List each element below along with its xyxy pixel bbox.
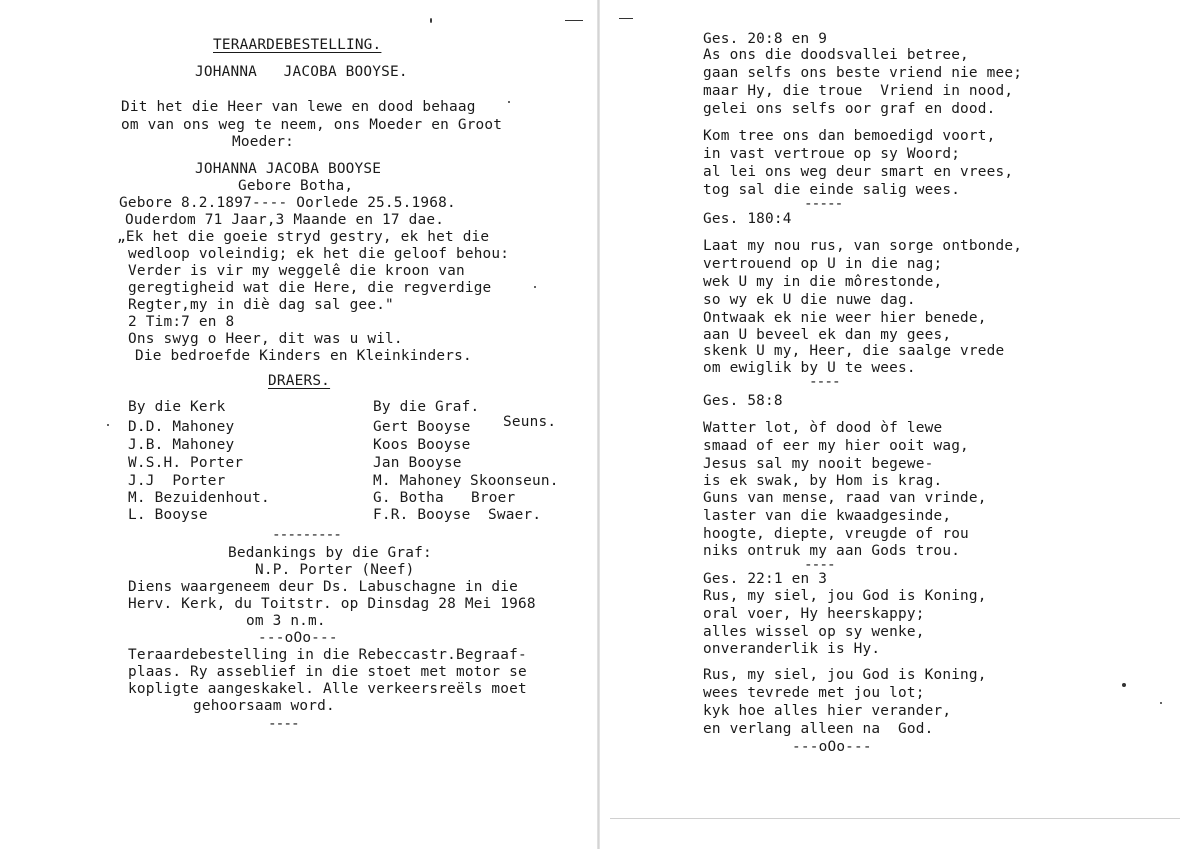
age: Ouderdom 71 Jaar,3 Maande en 17 dae. [125,212,445,228]
scan-speck [1122,683,1126,687]
hymn-line: tog sal die einde salig wees. [703,182,961,198]
scan-mark [619,18,633,19]
bearer-grave-relation: Seuns. [503,414,557,430]
separator: ---- [804,557,835,573]
bearer-grave-name: G. Botha [373,490,444,506]
bearer-church: W.S.H. Porter [128,455,244,471]
hymn-line: onveranderlik is Hy. [703,641,881,657]
intro-line: Dit het die Heer van lewe en dood behaag [121,99,476,115]
hymn-line: Ontwaak ek nie weer hier benede, [703,310,987,326]
intro-line: om van ons weg te neem, ons Moeder en Groot [121,117,503,133]
service-line: Herv. Kerk, du Toitstr. op Dinsdag 28 Mei 1968 [128,596,536,612]
hymn-line: wek U my in die môrestonde, [703,274,943,290]
hymn-reference: Ges. 22:1 en 3 [703,571,828,587]
thanks-line: Bedankings by die Graf: [228,545,432,561]
intro-line: Moeder: [232,134,295,150]
page-edge-line [610,818,1180,819]
hymn-line: maar Hy, die troue Vriend in nood, [703,83,1014,99]
hymn-line: Laat my nou rus, van sorge ontbonde, [703,238,1023,254]
verse-line: „Ek het die goeie stryd gestry, ek het die [117,229,490,245]
hymn-line: vertrouend op U in die nag; [703,256,943,272]
hymn-line: aan U beveel ek dan my gees, [703,327,952,343]
separator: ----- [804,196,843,212]
hymn-line: hoogte, diepte, vreugde of rou [703,526,969,542]
service-line: Diens waargeneem deur Ds. Labuschagne in die [128,579,519,595]
hymn-line: en verlang alleen na God. [703,721,934,737]
right-page [602,0,1200,849]
bearer-grave-relation: Swaer. [488,507,542,523]
hymn-line: As ons die doodsvallei betree, [703,47,969,63]
hymn-line: al lei ons weg deur smart en vrees, [703,164,1014,180]
scan-speck [430,18,432,23]
hymn-line: Guns van mense, raad van vrinde, [703,490,987,506]
hymn-line: is ek swak, by Hom is krag. [703,473,943,489]
hymn-line: om ewiglik by U te wees. [703,360,916,376]
verse-line: wedloop voleindig; ek het die geloof behou: [128,246,510,262]
hymn-line: in vast vertroue op sy Woord; [703,146,961,162]
hymn-line: wees tevrede met jou lot; [703,685,925,701]
thanks-name: N.P. Porter (Neef) [255,562,415,578]
service-time: om 3 n.m. [246,613,326,629]
verse-line: Verder is vir my weggelê die kroon van [128,263,465,279]
scan-speck [534,286,536,288]
hymn-line: alles wissel op sy wenke, [703,624,925,640]
burial-line: kopligte aangeskakel. Alle verkeersreëls moet [128,681,527,697]
bearer-church: D.D. Mahoney [128,419,235,435]
bearer-church: J.J Porter [128,473,226,489]
verse-reference: 2 Tim:7 en 8 [128,314,235,330]
bearer-grave-name: Gert Booyse [373,419,471,435]
page-fold [597,0,600,849]
bearer-grave-name: Jan Booyse [373,455,462,471]
end-separator: ---oOo--- [792,739,872,755]
separator: ---- [809,374,840,390]
hymn-line: so wy ek U die nuwe dag. [703,292,916,308]
bearer-grave-name: Koos Booyse [373,437,471,453]
bearer-church: L. Booyse [128,507,208,523]
hymn-line: smaad of eer my hier ooit wag, [703,438,969,454]
separator: --------- [272,527,341,543]
hymn-line: gelei ons selfs oor graf en dood. [703,101,996,117]
burial-line: Teraardebestelling in die Rebeccastr.Begraaf- [128,647,527,663]
bearer-church: J.B. Mahoney [128,437,235,453]
hymn-reference: Ges. 20:8 en 9 [703,31,828,47]
verse-line: Regter,my in diè dag sal gee." [128,297,394,313]
closing-line: Ons swyg o Heer, dit was u wil. [128,331,403,347]
bereaved-family: Die bedroefde Kinders en Kleinkinders. [135,348,472,364]
burial-line: gehoorsaam word. [193,698,335,714]
hymn-line: Jesus sal my nooit begewe- [703,456,934,472]
scan-speck [107,424,109,426]
bearers-heading: DRAERS. [268,373,331,389]
hymn-line: Rus, my siel, jou God is Koning, [703,588,987,604]
hymn-line: oral voer, Hy heerskappy; [703,606,925,622]
maiden-name: Gebore Botha, [238,178,354,194]
deceased-name: JOHANNA JACOBA BOOYSE [195,161,382,177]
bearer-grave-name: M. Mahoney [373,473,462,489]
hymn-reference: Ges. 58:8 [703,393,783,409]
hymn-line: Rus, my siel, jou God is Koning, [703,667,987,683]
bearers-church-heading: By die Kerk [128,399,226,415]
hymn-line: skenk U my, Heer, die saalge vrede [703,343,1005,359]
hymn-line: Kom tree ons dan bemoedigd voort, [703,128,996,144]
end-separator: ---- [268,716,299,732]
deceased-title: JOHANNA JACOBA BOOYSE. [195,64,408,80]
scan-speck [508,101,510,103]
bearers-grave-heading: By die Graf. [373,399,480,415]
scan-mark [565,20,583,21]
birth-death-dates: Gebore 8.2.1897---- Oorlede 25.5.1968. [119,195,456,211]
left-page [0,0,598,849]
hymn-line: Watter lot, òf dood òf lewe [703,420,943,436]
hymn-line: niks ontruk my aan Gods trou. [703,543,961,559]
hymn-line: kyk hoe alles hier verander, [703,703,952,719]
verse-line: geregtigheid wat die Here, die regverdige [128,280,492,296]
bearer-grave-relation: Skoonseun. [470,473,559,489]
separator: ---oOo--- [258,630,338,646]
scan-speck [1160,702,1162,704]
bearer-grave-relation: Broer [471,490,516,506]
heading: TERAARDEBESTELLING. [213,37,382,53]
hymn-line: gaan selfs ons beste vriend nie mee; [703,65,1023,81]
hymn-reference: Ges. 180:4 [703,211,792,227]
hymn-line: laster van die kwaadgesinde, [703,508,952,524]
bearer-grave-name: F.R. Booyse [373,507,471,523]
bearer-church: M. Bezuidenhout. [128,490,270,506]
burial-line: plaas. Ry asseblief in die stoet met motor se [128,664,527,680]
